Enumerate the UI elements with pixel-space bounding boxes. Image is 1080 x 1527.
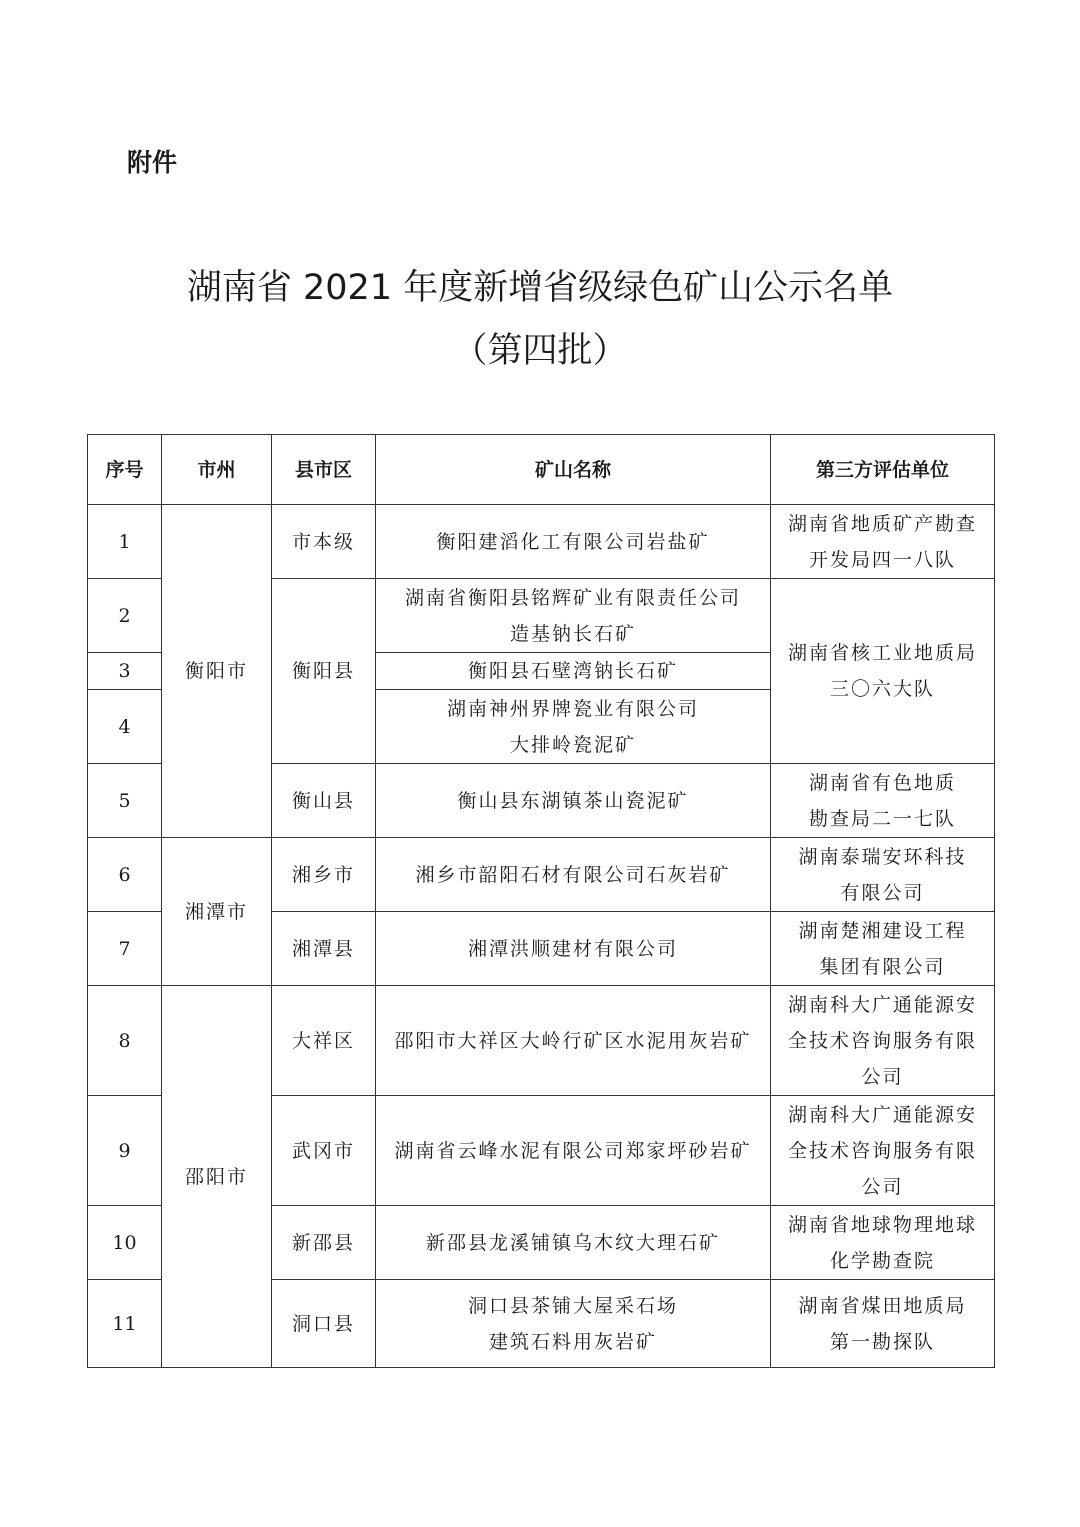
mine-line: 湘乡市韶阳石材有限公司石灰岩矿 bbox=[415, 863, 731, 886]
evaluator-cell bbox=[771, 1280, 995, 1368]
table-header-row bbox=[88, 435, 995, 505]
mine-cell bbox=[376, 1206, 771, 1280]
evaluator-line: 湖南省地质矿产勘查 bbox=[787, 512, 977, 535]
attachment-label: 附件 bbox=[127, 148, 178, 177]
header-city: 市州 bbox=[162, 435, 272, 505]
header-evaluator: 第三方评估单位 bbox=[771, 435, 995, 505]
mine-line: 造基钠长石矿 bbox=[509, 622, 636, 645]
mine-line: 湖南省云峰水泥有限公司郑家坪砂岩矿 bbox=[394, 1139, 752, 1162]
header-no: 序号 bbox=[88, 435, 162, 505]
evaluator-cell bbox=[771, 986, 995, 1096]
row-no: 3 bbox=[88, 653, 162, 690]
row-no: 6 bbox=[88, 838, 162, 912]
evaluator-cell bbox=[771, 579, 995, 764]
page-subtitle: （第四批） bbox=[452, 331, 628, 371]
evaluator-line: 湖南科大广通能源安 bbox=[787, 1103, 977, 1126]
header-mine: 矿山名称 bbox=[376, 435, 771, 505]
county-cell: 武冈市 bbox=[272, 1096, 376, 1206]
table-row bbox=[88, 838, 995, 912]
page-title: 湖南省 2021 年度新增省级绿色矿山公示名单 bbox=[186, 268, 894, 308]
evaluator-line: 全技术咨询服务有限 bbox=[787, 1029, 977, 1052]
mine-list-table bbox=[87, 434, 995, 1368]
evaluator-line: 开发局四一八队 bbox=[808, 548, 956, 571]
evaluator-line: 公司 bbox=[861, 1175, 904, 1198]
mine-line: 湖南神州界牌瓷业有限公司 bbox=[446, 697, 699, 720]
row-no: 7 bbox=[88, 912, 162, 986]
evaluator-line: 湖南省煤田地质局 bbox=[798, 1294, 967, 1317]
mine-line: 湖南省衡阳县铭辉矿业有限责任公司 bbox=[404, 586, 741, 609]
city-cell: 邵阳市 bbox=[162, 986, 272, 1368]
mine-line: 湘潭洪顺建材有限公司 bbox=[467, 937, 678, 960]
mine-line: 洞口县茶铺大屋采石场 bbox=[467, 1294, 678, 1317]
evaluator-line: 勘查局二一七队 bbox=[808, 807, 956, 830]
mine-line: 衡阳县石壁湾钠长石矿 bbox=[467, 660, 678, 682]
evaluator-line: 化学勘查院 bbox=[829, 1249, 935, 1272]
mine-cell bbox=[376, 1096, 771, 1206]
evaluator-line: 公司 bbox=[861, 1065, 904, 1088]
row-no: 10 bbox=[88, 1206, 162, 1280]
evaluator-cell bbox=[771, 1096, 995, 1206]
county-cell: 大祥区 bbox=[272, 986, 376, 1096]
mine-line: 衡山县东湖镇茶山瓷泥矿 bbox=[457, 789, 689, 812]
evaluator-line: 有限公司 bbox=[840, 881, 925, 904]
mine-line: 新邵县龙溪铺镇乌木纹大理石矿 bbox=[425, 1231, 720, 1254]
evaluator-cell bbox=[771, 505, 995, 579]
city-cell: 湘潭市 bbox=[162, 838, 272, 986]
evaluator-line: 湖南省有色地质 bbox=[808, 771, 956, 794]
mine-cell bbox=[376, 579, 771, 653]
evaluator-line: 湖南省核工业地质局 bbox=[787, 642, 977, 664]
mine-line: 邵阳市大祥区大岭行矿区水泥用灰岩矿 bbox=[394, 1029, 752, 1052]
row-no: 5 bbox=[88, 764, 162, 838]
row-no: 2 bbox=[88, 579, 162, 653]
row-no: 9 bbox=[88, 1096, 162, 1206]
county-cell: 衡阳县 bbox=[272, 579, 376, 764]
evaluator-cell bbox=[771, 1206, 995, 1280]
county-cell: 湘乡市 bbox=[272, 838, 376, 912]
mine-cell bbox=[376, 912, 771, 986]
evaluator-line: 湖南省地球物理地球 bbox=[787, 1213, 977, 1236]
table-row bbox=[88, 505, 995, 579]
county-cell: 湘潭县 bbox=[272, 912, 376, 986]
mine-cell bbox=[376, 505, 771, 579]
evaluator-cell bbox=[771, 764, 995, 838]
mine-cell bbox=[376, 690, 771, 764]
row-no: 4 bbox=[88, 690, 162, 764]
mine-line: 衡阳建滔化工有限公司岩盐矿 bbox=[436, 530, 710, 553]
row-no: 1 bbox=[88, 505, 162, 579]
evaluator-cell bbox=[771, 838, 995, 912]
row-no: 8 bbox=[88, 986, 162, 1096]
evaluator-line: 湖南楚湘建设工程 bbox=[798, 919, 967, 942]
evaluator-line: 湖南泰瑞安环科技 bbox=[798, 845, 967, 868]
evaluator-cell bbox=[771, 912, 995, 986]
mine-cell bbox=[376, 764, 771, 838]
mine-line: 建筑石料用灰岩矿 bbox=[488, 1330, 657, 1353]
evaluator-line: 第一勘探队 bbox=[829, 1330, 935, 1353]
county-cell: 市本级 bbox=[272, 505, 376, 579]
mine-line: 大排岭瓷泥矿 bbox=[509, 733, 636, 756]
county-cell: 衡山县 bbox=[272, 764, 376, 838]
mine-cell bbox=[376, 838, 771, 912]
evaluator-line: 全技术咨询服务有限 bbox=[787, 1139, 977, 1162]
mine-cell bbox=[376, 1280, 771, 1368]
city-cell: 衡阳市 bbox=[162, 505, 272, 838]
header-county: 县市区 bbox=[272, 435, 376, 505]
county-cell: 洞口县 bbox=[272, 1280, 376, 1368]
county-cell: 新邵县 bbox=[272, 1206, 376, 1280]
mine-cell bbox=[376, 986, 771, 1096]
mine-cell bbox=[376, 653, 771, 690]
evaluator-line: 湖南科大广通能源安 bbox=[787, 993, 977, 1016]
evaluator-line: 三〇六大队 bbox=[829, 678, 935, 700]
row-no: 11 bbox=[88, 1280, 162, 1368]
evaluator-line: 集团有限公司 bbox=[819, 955, 946, 978]
table-row bbox=[88, 986, 995, 1096]
